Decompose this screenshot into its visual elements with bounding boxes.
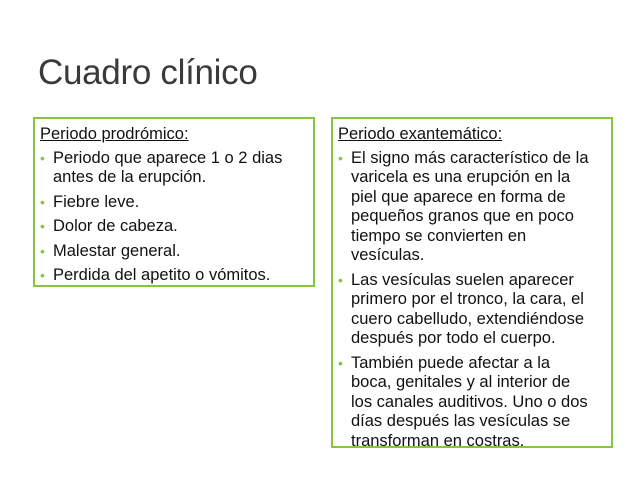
list-item-text: primero por el tronco, la cara, el [351,290,584,308]
list-item-text: Periodo que aparece 1 o 2 dias [53,148,283,167]
list-item-text: piel que aparece en forma de [351,187,566,206]
list-item [40,242,309,262]
bullet-icon: • [40,149,45,166]
list-item-text: pequeños granos que en poco [351,207,574,225]
exanthematic-period-heading: Periodo exantemático: [338,125,503,143]
list-item [40,193,309,213]
bullet-icon: • [338,271,343,288]
list-item-text: También puede afectar a la [351,353,551,372]
list-item-text: transforman en costras. [351,431,525,450]
list-item [40,266,309,286]
list-item-text: antes de la erupción. [53,168,207,186]
list-item-text: después por todo el cuerpo. [351,329,556,347]
list-item-text: Perdida del apetito o vómitos. [53,266,271,284]
slide-title: Cuadro clínico [38,53,258,92]
exanthematic-period-box [331,117,613,448]
list-item-text: El signo más característico de la [351,148,589,167]
list-item [338,271,607,349]
bullet-icon: • [40,193,45,210]
list-item [40,217,309,237]
list-item-text: Fiebre leve. [53,192,140,211]
list-item-text: días después las vesículas se [351,412,571,430]
prodromal-symptom-list [40,149,309,286]
list-item-text: cuero cabelludo, extendiéndose [351,309,585,328]
bullet-icon: • [338,354,343,371]
list-item-text: los canales auditivos. Uno o dos [351,392,588,411]
bullet-icon: • [338,149,343,166]
bullet-icon: • [40,218,45,234]
list-item [338,354,607,452]
list-item-text: boca, genitales y al interior de [351,373,571,391]
bullet-icon: • [40,242,45,259]
list-item [40,149,309,188]
bullet-icon: • [40,267,45,283]
list-item-text: vesículas. [351,246,425,264]
list-item-text: Dolor de cabeza. [53,217,178,235]
list-item-text: tiempo se convierten en [351,226,527,245]
prodromal-period-box [33,117,315,287]
list-item-text: Las vesículas suelen aparecer [351,270,574,289]
list-item-text: varicela es una erupción en la [351,168,571,186]
exanthematic-symptom-list [338,149,607,452]
prodromal-period-heading: Periodo prodrómico: [40,125,189,143]
list-item-text: Malestar general. [53,241,181,260]
list-item [338,149,607,266]
